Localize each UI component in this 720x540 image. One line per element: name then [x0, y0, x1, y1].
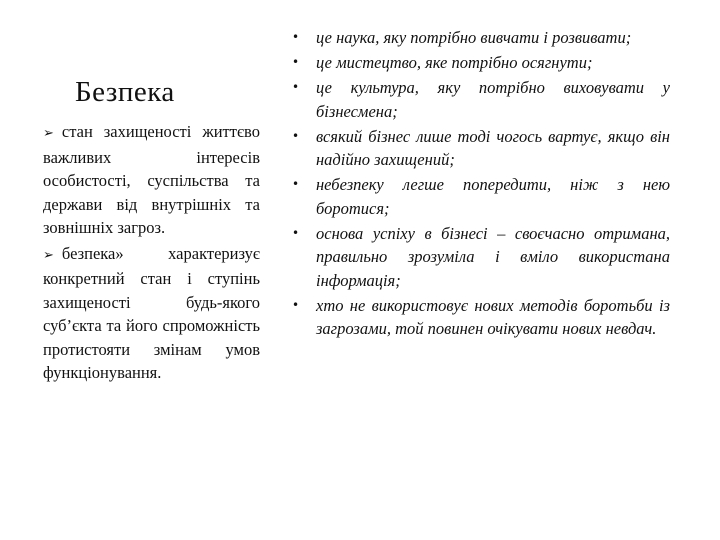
definition-column [43, 120, 260, 385]
list-item [292, 125, 670, 172]
list-item [292, 222, 670, 293]
list-item [292, 173, 670, 220]
round-bullet-icon: • [292, 297, 300, 312]
list-item-text: всякий бізнес лише тоді чогось вартує, якщо він надійно захищений; [316, 126, 670, 169]
principles-list [292, 26, 670, 342]
list-item [292, 76, 670, 123]
list-item-text: це наука, яку потрібно вивчати і розвивати; [316, 28, 632, 47]
round-bullet-icon: • [292, 80, 300, 94]
list-item [292, 51, 670, 75]
list-item-text: це культура, яку потрібно виховувати у бізнесмена; [316, 78, 670, 121]
list-item-text: це мистецтво, яке потрібно осягнути; [316, 53, 593, 72]
page-title: Безпека [75, 76, 175, 108]
list-item [292, 26, 670, 50]
list-item-text: основа успіху в бізнесі – своєчасно отримана, правильно зрозуміла і вміло використана інформація; [316, 223, 670, 290]
list-item-text: хто не використовує нових методів боротьби із загрозами, той повинен очікувати нових невдач. [316, 295, 670, 338]
round-bullet-icon: • [292, 128, 300, 143]
definition-text: безпека» характеризує конкретний стан і ступінь захищеності будь-якого суб’єкта та його спроможність протистояти змінам умов функціонування. [43, 243, 260, 382]
arrow-bullet-icon: ➢ [43, 247, 54, 263]
list-item-text: небезпеку легше попередити, ніж з нею боротися; [316, 175, 670, 218]
definition-paragraph [43, 242, 260, 385]
list-item [292, 294, 670, 341]
round-bullet-icon: • [292, 55, 300, 69]
definition-paragraph [43, 120, 260, 240]
definition-text: стан захищеності життєво важливих інтересів особистості, суспільства та держави від внутрішніх та зовнішніх загроз. [43, 122, 260, 237]
round-bullet-icon: • [292, 225, 300, 240]
arrow-bullet-icon: ➢ [43, 126, 54, 141]
round-bullet-icon: • [292, 177, 300, 191]
round-bullet-icon: • [292, 30, 300, 44]
